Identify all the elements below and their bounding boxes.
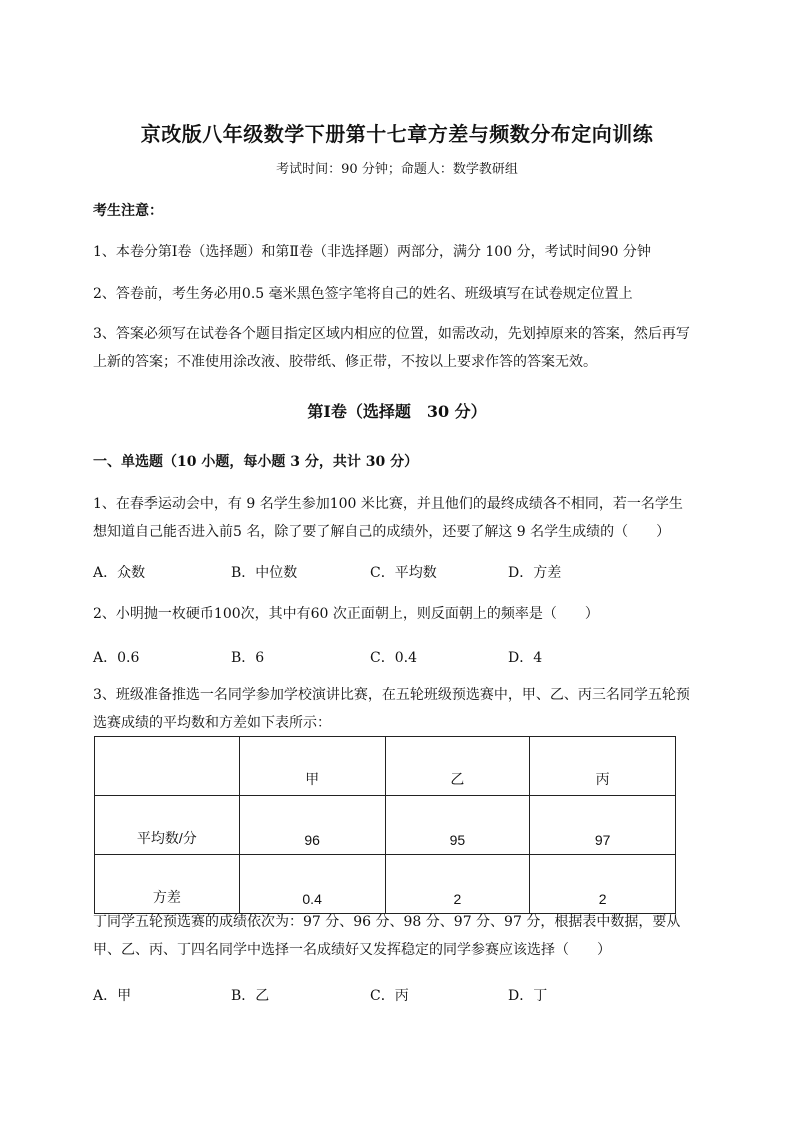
q2-option-b: B．6 <box>231 650 265 666</box>
question-3-stem: 3、班级准备推选一名同学参加学校演讲比赛，在五轮班级预选赛中，甲、乙、丙三名同学五轮预选赛成绩的平均数和方差如下表所示： <box>93 687 690 731</box>
q3-option-a: A．甲 <box>93 988 132 1004</box>
notice-heading: 考生注意： <box>93 203 163 219</box>
question-3-followup: 丁同学五轮预选赛的成绩依次为：97 分、96 分、98 分、97 分、97 分，根据表中数据，要从甲、乙、丙、丁四名同学中选择一名成绩好又发挥稳定的同学参赛应该选择（ ） <box>93 914 681 958</box>
q2-option-d: D．4 <box>508 650 543 666</box>
q1-option-d: D．方差 <box>508 565 562 581</box>
notice-item-2: 2、答卷前，考生务必用0.5 毫米黑色签字笔将自己的姓名、班级填写在试卷规定位置上 <box>93 286 633 302</box>
table-row <box>95 855 676 914</box>
table-cell: 0.4 <box>239 855 385 914</box>
table-cell: 丙 <box>530 737 676 796</box>
notice-item-1: 1、本卷分第Ⅰ卷（选择题）和第Ⅱ卷（非选择题）两部分，满分 100 分，考试时间90 分钟 <box>93 244 651 260</box>
table-cell: 97 <box>530 796 676 855</box>
table-cell: 方差 <box>95 855 240 914</box>
scores-table <box>94 736 676 914</box>
table-header-row <box>95 737 676 796</box>
section-title: 第Ⅰ卷（选择题 30 分） <box>307 402 487 421</box>
table-cell: 2 <box>530 855 676 914</box>
table-cell: 甲 <box>239 737 385 796</box>
q2-option-c: C．0.4 <box>370 650 417 666</box>
q2-option-a: A．0.6 <box>93 650 140 666</box>
part-heading: 一、单选题（10 小题，每小题 3 分，共计 30 分） <box>93 454 419 470</box>
table-cell: 95 <box>385 796 530 855</box>
q1-option-a: A．众数 <box>93 565 146 581</box>
q3-option-b: B．乙 <box>231 988 270 1004</box>
q1-option-c: C．平均数 <box>370 565 437 581</box>
q3-option-d: D．丁 <box>508 988 548 1004</box>
table-cell <box>95 737 240 796</box>
q3-option-c: C．丙 <box>370 988 409 1004</box>
document-title: 京改版八年级数学下册第十七章方差与频数分布定向训练 <box>140 122 654 146</box>
question-1-stem: 1、在春季运动会中，有 9 名学生参加100 米比赛，并且他们的最终成绩各不相同，若一名学生想知道自己能否进入前5 名，除了要了解自己的成绩外，还要了解这 9 名学生成绩的（ ） <box>93 496 683 540</box>
table-cell: 乙 <box>385 737 530 796</box>
question-2-stem: 2、小明抛一枚硬币100次，其中有60 次正面朝上，则反面朝上的频率是（ ） <box>93 606 599 622</box>
q1-option-b: B．中位数 <box>231 565 298 581</box>
table-cell: 平均数/分 <box>95 796 240 855</box>
table-cell: 2 <box>385 855 530 914</box>
table-row <box>95 796 676 855</box>
notice-item-3: 3、答案必须写在试卷各个题目指定区域内相应的位置，如需改动，先划掉原来的答案，然后再写上新的答案；不准使用涂改液、胶带纸、修正带，不按以上要求作答的答案无效。 <box>93 326 690 370</box>
table-cell: 96 <box>239 796 385 855</box>
exam-subtitle: 考试时间：90 分钟；命题人：数学教研组 <box>276 162 518 177</box>
